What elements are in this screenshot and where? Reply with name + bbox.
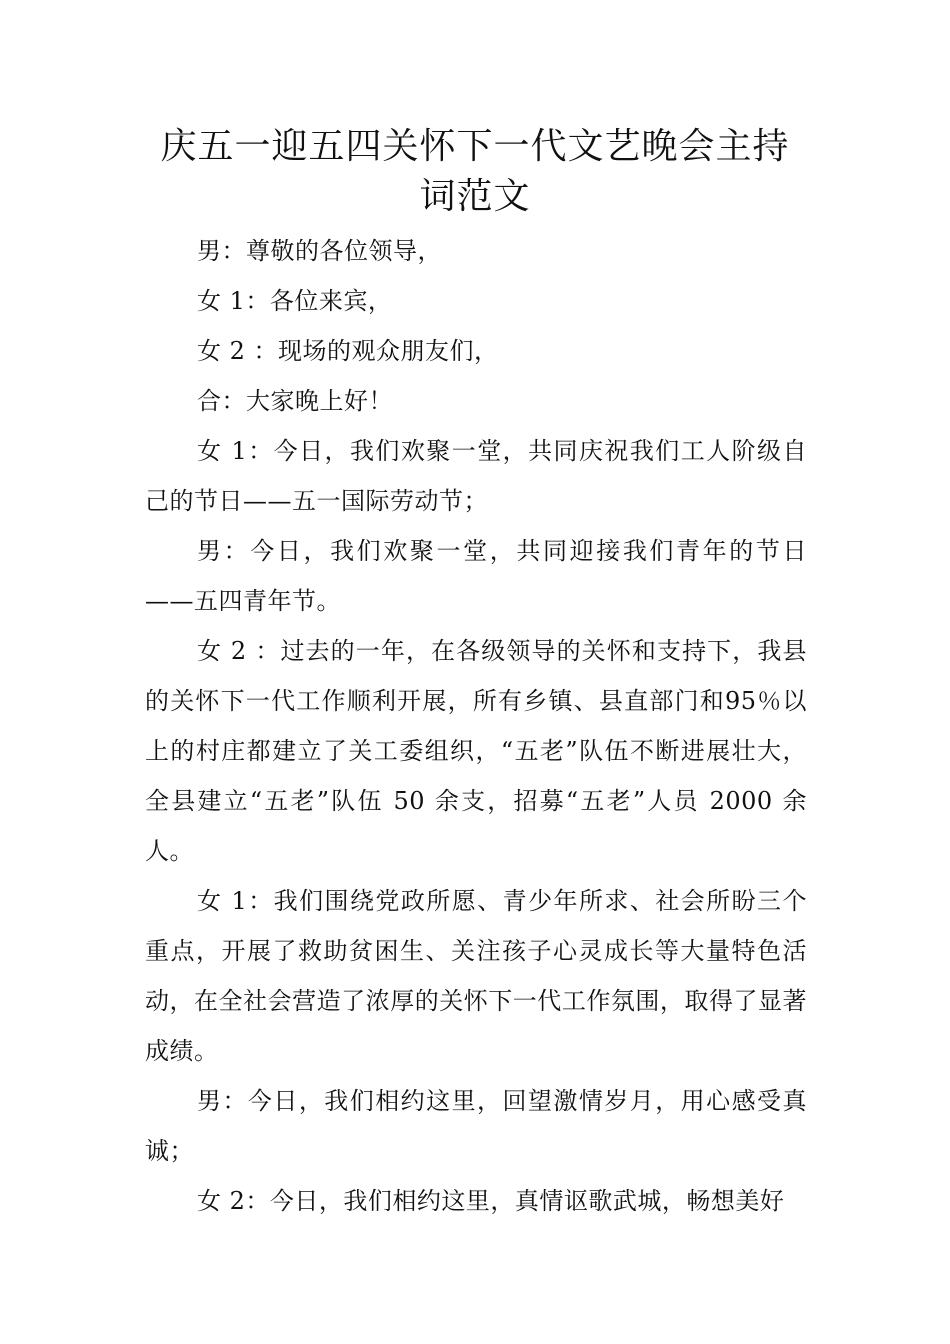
document-body bbox=[145, 226, 807, 1226]
paragraph-activities: 女 1：我们围绕党政所愿、青少年所求、社会所盼三个重点，开展了救助贫困生、关注孩子心灵成长等大量特色活动，在全社会营造了浓厚的关怀下一代工作氛围，取得了显著成绩。 bbox=[145, 887, 807, 1065]
paragraph-youth-day: 男：今日，我们欢聚一堂，共同迎接我们青年的节日——五四青年节。 bbox=[145, 537, 807, 615]
paragraph-gathering-male: 男：今日，我们相约这里，回望激情岁月，用心感受真诚； bbox=[145, 1087, 807, 1165]
paragraph-labor-day: 女 1：今日，我们欢聚一堂，共同庆祝我们工人阶级自己的节日——五一国际劳动节； bbox=[145, 437, 807, 515]
paragraph-gathering-female2: 女 2：今日，我们相约这里，真情讴歌武城，畅想美好 bbox=[197, 1187, 785, 1215]
paragraph-past-year: 女 2 ：过去的一年，在各级领导的关怀和支持下，我县的关怀下一代工作顺利开展，所有乡镇、县直部门和95％以上的村庄都建立了关工委组织，“五老”队伍不断进展壮大，全县建立“五老”队伍 50 余支，招募“五老”人员 2000 余人。 bbox=[145, 637, 807, 865]
paragraph-host-female1-greeting: 女 1：各位来宾， bbox=[197, 287, 393, 315]
paragraph-host-male-greeting: 男：尊敬的各位领导， bbox=[197, 237, 442, 265]
paragraph-together-greeting: 合：大家晚上好！ bbox=[197, 387, 393, 415]
paragraph-host-female2-greeting: 女 2 ：现场的观众朋友们， bbox=[197, 337, 499, 365]
document-title: 庆五一迎五四关怀下一代文艺晚会主持词范文 bbox=[160, 126, 790, 217]
